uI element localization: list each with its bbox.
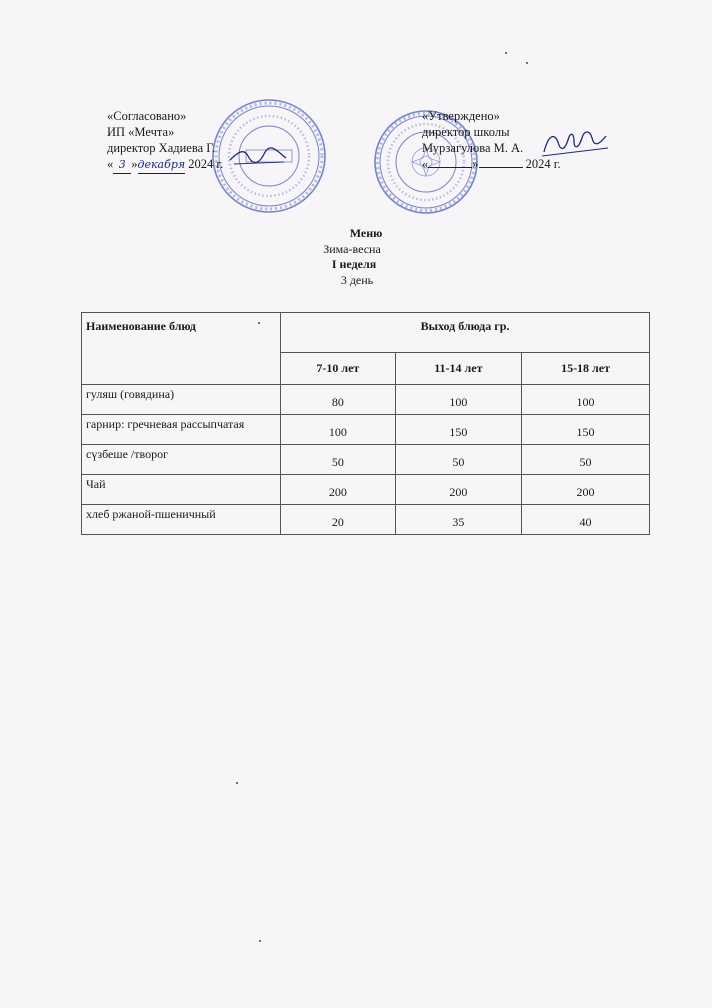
dish-name: Чай: [82, 475, 281, 505]
approval-left-year: 2024 г.: [188, 157, 224, 171]
yield-7-10: 80: [281, 385, 396, 415]
dish-name: гарнир: гречневая рассыпчатая: [82, 415, 281, 445]
table-row: [82, 475, 650, 505]
approval-left-month: декабря: [138, 157, 186, 174]
menu-week: I неделя: [331, 257, 377, 271]
yield-15-18: 40: [522, 505, 650, 535]
scan-speck: [258, 322, 260, 324]
dish-name: сүзбеше /творог: [82, 445, 281, 475]
approval-left-date: « 3 »декабря 2024 г.: [107, 156, 223, 174]
dish-name: гуляш (говядина): [82, 385, 281, 415]
approval-block-right: [422, 108, 561, 172]
approval-right-year: 2024 г.: [525, 157, 561, 171]
approval-left-title: «Согласовано»: [107, 109, 187, 123]
dish-name: хлеб ржаной-пшеничный: [82, 505, 281, 535]
yield-15-18: 150: [522, 415, 650, 445]
menu-title: Меню: [349, 226, 383, 240]
approval-right-date: « » 2024 г.: [422, 157, 561, 171]
table-row: [82, 445, 650, 475]
yield-11-14: 50: [395, 445, 521, 475]
yield-15-18: 100: [522, 385, 650, 415]
yield-7-10: 20: [281, 505, 396, 535]
yield-7-10: 200: [281, 475, 396, 505]
yield-11-14: 100: [395, 385, 521, 415]
column-header-yield: Выход блюда гр.: [281, 313, 650, 353]
menu-day: 3 день: [340, 272, 374, 287]
approval-block-left: [107, 108, 223, 174]
table-header-row: [82, 313, 650, 353]
table-row: [82, 385, 650, 415]
column-header-age-11-14: 11-14 лет: [395, 353, 521, 385]
yield-11-14: 150: [395, 415, 521, 445]
menu-header: [0, 226, 712, 288]
scan-speck: [526, 62, 528, 64]
column-header-dish-name: Наименование блюд: [82, 313, 281, 385]
approval-left-day: 3: [113, 157, 131, 174]
scan-speck: [505, 52, 507, 54]
scan-speck: [236, 782, 238, 784]
menu-season: Зима-весна: [323, 241, 381, 256]
approval-right-director: Мурзагулова М. А.: [422, 141, 524, 155]
approval-right-position: директор школы: [422, 125, 510, 139]
scan-speck: [259, 940, 261, 942]
menu-table: [81, 312, 650, 535]
yield-11-14: 35: [395, 505, 521, 535]
yield-7-10: 100: [281, 415, 396, 445]
column-header-age-15-18: 15-18 лет: [522, 353, 650, 385]
approval-left-organization: ИП «Мечта»: [107, 125, 175, 139]
yield-11-14: 200: [395, 475, 521, 505]
approval-right-title: «Утверждено»: [422, 109, 500, 123]
signature-left: [228, 146, 290, 168]
approval-left-director: директор Хадиева Г.: [107, 141, 216, 155]
yield-15-18: 50: [522, 445, 650, 475]
yield-7-10: 50: [281, 445, 396, 475]
table-row: [82, 505, 650, 535]
table-row: [82, 415, 650, 445]
column-header-age-7-10: 7-10 лет: [281, 353, 396, 385]
yield-15-18: 200: [522, 475, 650, 505]
